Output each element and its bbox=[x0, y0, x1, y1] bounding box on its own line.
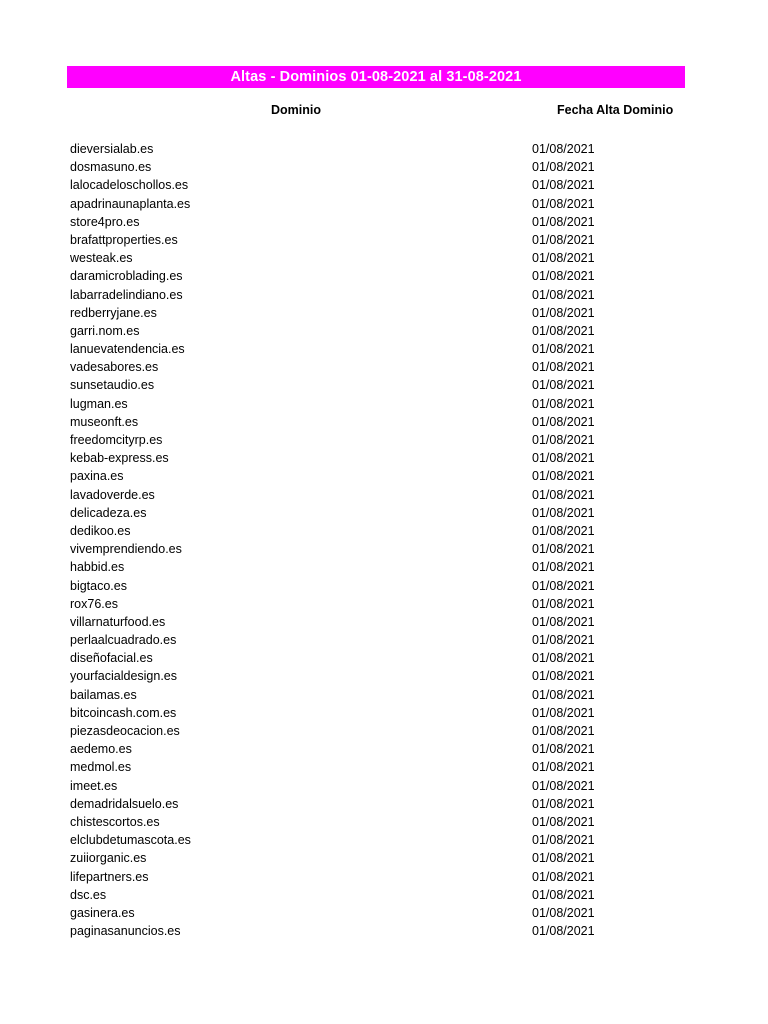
table-row bbox=[0, 158, 768, 176]
domain-cell: dsc.es bbox=[70, 887, 107, 902]
date-cell: 01/08/2021 bbox=[532, 287, 595, 302]
domain-cell: apadrinaunaplanta.es bbox=[70, 196, 191, 211]
date-cell: 01/08/2021 bbox=[532, 796, 595, 811]
date-cell: 01/08/2021 bbox=[532, 232, 595, 247]
domain-cell: diseñofacial.es bbox=[70, 651, 153, 666]
date-cell: 01/08/2021 bbox=[532, 360, 595, 375]
table-row bbox=[0, 249, 768, 267]
table-row bbox=[0, 176, 768, 194]
date-cell: 01/08/2021 bbox=[532, 505, 595, 520]
table-row bbox=[0, 431, 768, 449]
domain-cell: habbid.es bbox=[70, 560, 125, 575]
domain-cell: kebab-express.es bbox=[70, 451, 169, 466]
date-cell: 01/08/2021 bbox=[532, 778, 595, 793]
date-cell: 01/08/2021 bbox=[532, 651, 595, 666]
date-cell: 01/08/2021 bbox=[532, 578, 595, 593]
domain-cell: lavadoverde.es bbox=[70, 487, 155, 502]
date-cell: 01/08/2021 bbox=[532, 687, 595, 702]
domain-cell: store4pro.es bbox=[70, 214, 140, 229]
date-cell: 01/08/2021 bbox=[532, 378, 595, 393]
domain-cell: vadesabores.es bbox=[70, 360, 159, 375]
domain-cell: lifepartners.es bbox=[70, 869, 149, 884]
domain-cell: bitcoincash.com.es bbox=[70, 705, 177, 720]
page-title: Altas - Dominios 01-08-2021 al 31-08-2021 bbox=[67, 66, 685, 88]
table-row bbox=[0, 140, 768, 158]
table-row bbox=[0, 722, 768, 740]
date-cell: 01/08/2021 bbox=[532, 560, 595, 575]
table-row bbox=[0, 868, 768, 886]
table-row bbox=[0, 376, 768, 394]
table-row bbox=[0, 449, 768, 467]
date-cell: 01/08/2021 bbox=[532, 905, 595, 920]
table-row bbox=[0, 413, 768, 431]
date-cell: 01/08/2021 bbox=[532, 251, 595, 266]
domain-cell: lanuevatendencia.es bbox=[70, 342, 185, 357]
column-header-date: Fecha Alta Dominio bbox=[557, 103, 674, 117]
domain-cell: paginasanuncios.es bbox=[70, 924, 181, 939]
domain-cell: imeet.es bbox=[70, 778, 118, 793]
date-cell: 01/08/2021 bbox=[532, 160, 595, 175]
table-row bbox=[0, 358, 768, 376]
table-row bbox=[0, 395, 768, 413]
date-cell: 01/08/2021 bbox=[532, 542, 595, 557]
date-cell: 01/08/2021 bbox=[532, 433, 595, 447]
table-row bbox=[0, 504, 768, 522]
date-cell: 01/08/2021 bbox=[532, 196, 595, 211]
domain-cell: villarnaturfood.es bbox=[70, 614, 166, 629]
domain-cell: westeak.es bbox=[70, 251, 133, 266]
domain-cell: museonft.es bbox=[70, 414, 139, 429]
domain-cell: sunsetaudio.es bbox=[70, 378, 155, 393]
domain-cell: dosmasuno.es bbox=[70, 160, 152, 175]
table-row bbox=[0, 704, 768, 722]
table-row bbox=[0, 195, 768, 213]
table-row bbox=[0, 231, 768, 249]
table-row bbox=[0, 886, 768, 904]
table-row bbox=[0, 304, 768, 322]
table-row bbox=[0, 522, 768, 540]
domain-cell: aedemo.es bbox=[70, 742, 132, 757]
table-row bbox=[0, 577, 768, 595]
date-cell: 01/08/2021 bbox=[532, 869, 595, 884]
domain-cell: piezasdeocacion.es bbox=[70, 724, 180, 738]
table-row bbox=[0, 649, 768, 667]
table-row bbox=[0, 813, 768, 831]
table-row bbox=[0, 740, 768, 758]
domain-cell: labarradelindiano.es bbox=[70, 287, 183, 302]
date-cell: 01/08/2021 bbox=[532, 705, 595, 720]
domain-cell: lalocadeloschollos.es bbox=[70, 178, 189, 193]
date-cell: 01/08/2021 bbox=[532, 760, 595, 775]
table-row bbox=[0, 904, 768, 922]
domain-cell: delicadeza.es bbox=[70, 505, 147, 520]
table-row bbox=[0, 540, 768, 558]
table-row bbox=[0, 213, 768, 231]
date-cell: 01/08/2021 bbox=[532, 269, 595, 284]
domain-cell: paxina.es bbox=[70, 469, 124, 484]
date-cell: 01/08/2021 bbox=[532, 142, 595, 156]
table-row bbox=[0, 286, 768, 304]
domain-cell: zuiiorganic.es bbox=[70, 851, 147, 866]
date-cell: 01/08/2021 bbox=[532, 487, 595, 502]
table-row bbox=[0, 795, 768, 813]
domain-cell: vivemprendiendo.es bbox=[70, 542, 182, 557]
date-cell: 01/08/2021 bbox=[532, 469, 595, 484]
domain-cell: medmol.es bbox=[70, 760, 132, 775]
table-row bbox=[0, 831, 768, 849]
table-row bbox=[0, 267, 768, 285]
date-cell: 01/08/2021 bbox=[532, 396, 595, 411]
domain-cell: chistescortos.es bbox=[70, 814, 160, 829]
table-row bbox=[0, 849, 768, 867]
domain-cell: daramicroblading.es bbox=[70, 269, 183, 284]
date-cell: 01/08/2021 bbox=[532, 214, 595, 229]
domain-cell: freedomcityrp.es bbox=[70, 433, 163, 447]
table-row bbox=[0, 758, 768, 776]
domain-cell: redberryjane.es bbox=[70, 305, 157, 320]
table-row bbox=[0, 613, 768, 631]
date-cell: 01/08/2021 bbox=[532, 924, 595, 939]
table-row bbox=[0, 322, 768, 340]
date-cell: 01/08/2021 bbox=[532, 614, 595, 629]
domain-cell: gasinera.es bbox=[70, 905, 135, 920]
domain-cell: yourfacialdesign.es bbox=[70, 669, 178, 684]
date-cell: 01/08/2021 bbox=[532, 414, 595, 429]
date-cell: 01/08/2021 bbox=[532, 742, 595, 757]
domain-cell: dedikoo.es bbox=[70, 523, 131, 538]
date-cell: 01/08/2021 bbox=[532, 342, 595, 357]
table-row bbox=[0, 631, 768, 649]
date-cell: 01/08/2021 bbox=[532, 305, 595, 320]
date-cell: 01/08/2021 bbox=[532, 724, 595, 738]
date-cell: 01/08/2021 bbox=[532, 851, 595, 866]
date-cell: 01/08/2021 bbox=[532, 814, 595, 829]
table-row bbox=[0, 558, 768, 576]
table-row bbox=[0, 486, 768, 504]
domain-cell: rox76.es bbox=[70, 596, 118, 611]
table-row bbox=[0, 686, 768, 704]
date-cell: 01/08/2021 bbox=[532, 451, 595, 466]
domain-table bbox=[0, 140, 768, 940]
domain-cell: demadridalsuelo.es bbox=[70, 796, 179, 811]
domain-cell: brafattproperties.es bbox=[70, 232, 178, 247]
date-cell: 01/08/2021 bbox=[532, 523, 595, 538]
date-cell: 01/08/2021 bbox=[532, 887, 595, 902]
domain-cell: lugman.es bbox=[70, 396, 128, 411]
date-cell: 01/08/2021 bbox=[532, 178, 595, 193]
date-cell: 01/08/2021 bbox=[532, 669, 595, 684]
table-row bbox=[0, 340, 768, 358]
date-cell: 01/08/2021 bbox=[532, 833, 595, 848]
table-row bbox=[0, 467, 768, 485]
table-row bbox=[0, 922, 768, 940]
domain-cell: bigtaco.es bbox=[70, 578, 127, 593]
date-cell: 01/08/2021 bbox=[532, 596, 595, 611]
domain-cell: bailamas.es bbox=[70, 687, 137, 702]
domain-cell: dieversialab.es bbox=[70, 142, 154, 156]
date-cell: 01/08/2021 bbox=[532, 323, 595, 338]
table-row bbox=[0, 777, 768, 795]
domain-cell: garri.nom.es bbox=[70, 323, 140, 338]
column-header-domain: Dominio bbox=[271, 103, 321, 117]
domain-cell: elclubdetumascota.es bbox=[70, 833, 191, 848]
table-row bbox=[0, 667, 768, 685]
table-row bbox=[0, 595, 768, 613]
date-cell: 01/08/2021 bbox=[532, 633, 595, 648]
domain-cell: perlaalcuadrado.es bbox=[70, 633, 177, 648]
